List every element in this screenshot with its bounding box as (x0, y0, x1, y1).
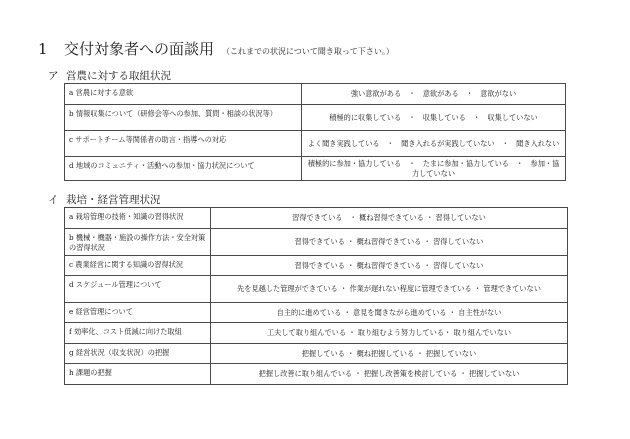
section-b-heading (48, 192, 161, 207)
row-label: f 効率化、コスト低減に向けた取組 (65, 323, 211, 344)
row-label: b 機械・機器・施設の操作方法・安全対策の習得状況 (65, 229, 211, 256)
table-row (65, 364, 568, 385)
section-b-title: 栽培・経営管理状況 (66, 194, 161, 206)
table-row (65, 256, 568, 276)
table-row (65, 276, 568, 303)
table-row (65, 157, 566, 181)
table-row (65, 344, 568, 364)
row-options: 工夫して取り組んでいる ・ 取り組むよう努力している・ 取り組んでいない (211, 323, 568, 344)
row-options: 習得できている ・ 概ね習得できている ・ 習得していない (211, 229, 568, 256)
row-options: よく聞き実践している ・ 聞き入れるが実践していない ・ 聞き入れない (302, 131, 566, 157)
row-label: e 経営管理について (65, 303, 211, 323)
table-row (65, 323, 568, 344)
row-label: c 農業経営に関する知識の習得状況 (65, 256, 211, 276)
table-row (65, 303, 568, 323)
row-options: 習得できている ・ 概ね習得できている ・ 習得していない (211, 256, 568, 276)
table-row (65, 131, 566, 157)
row-options: 積極的に収集している ・ 収集している ・ 収集していない (302, 105, 566, 131)
title-note: （これまでの状況について聞き取って下さい。） (222, 47, 394, 56)
row-options: 把握している ・ 概ね把握している ・ 把握していない (211, 344, 568, 364)
farming-attitude-table (64, 83, 566, 181)
table-row (65, 105, 566, 131)
row-label: g 経営状況（収支状況）の把握 (65, 344, 211, 364)
section-a-title: 営農に対する取組状況 (66, 70, 171, 82)
row-label: d 地域のコミュニティ・活動への参加・協力状況について (65, 157, 302, 181)
table-row (65, 208, 568, 229)
row-label: a 栽培管理の技術・知識の習得状況 (65, 208, 211, 229)
row-options: 積極的に参加・協力している ・ たまに参加・協力している ・ 参加・協力していない (302, 157, 566, 181)
title-text: 交付対象者への面談用 (64, 40, 215, 58)
section-a-heading (48, 68, 171, 83)
row-options: 習得できている ・ 概ね習得できている ・ 習得していない (211, 208, 568, 229)
section-b-mark: イ (48, 194, 59, 206)
cultivation-management-table (64, 207, 568, 385)
table-row (65, 84, 566, 105)
row-options: 自主的に進めている ・ 意見を聞きながら進めている ・ 自主性がない (211, 303, 568, 323)
row-options: 把握し改善に取り組んでいる ・ 把握し改善策を検討している ・ 把握していない (211, 364, 568, 385)
row-label: c サポートチーム等関係者の助言・指導への対応 (65, 131, 302, 157)
row-options: 先を見越した管理ができている ・ 作業が遅れない程度に管理できている ・ 管理できていない (211, 276, 568, 303)
row-label: a 営農に対する意欲 (65, 84, 302, 105)
page-title (38, 38, 394, 59)
section-a-mark: ア (48, 70, 59, 82)
row-label: d スケジュール管理について (65, 276, 211, 303)
table-row (65, 229, 568, 256)
title-number: 1 (38, 40, 48, 58)
row-label: h 課題の把握 (65, 364, 211, 385)
row-options: 強い意欲がある ・ 意欲がある ・ 意欲がない (302, 84, 566, 105)
row-label: b 情報収集について（研修会等への参加、質問・相談の状況等） (65, 105, 302, 131)
